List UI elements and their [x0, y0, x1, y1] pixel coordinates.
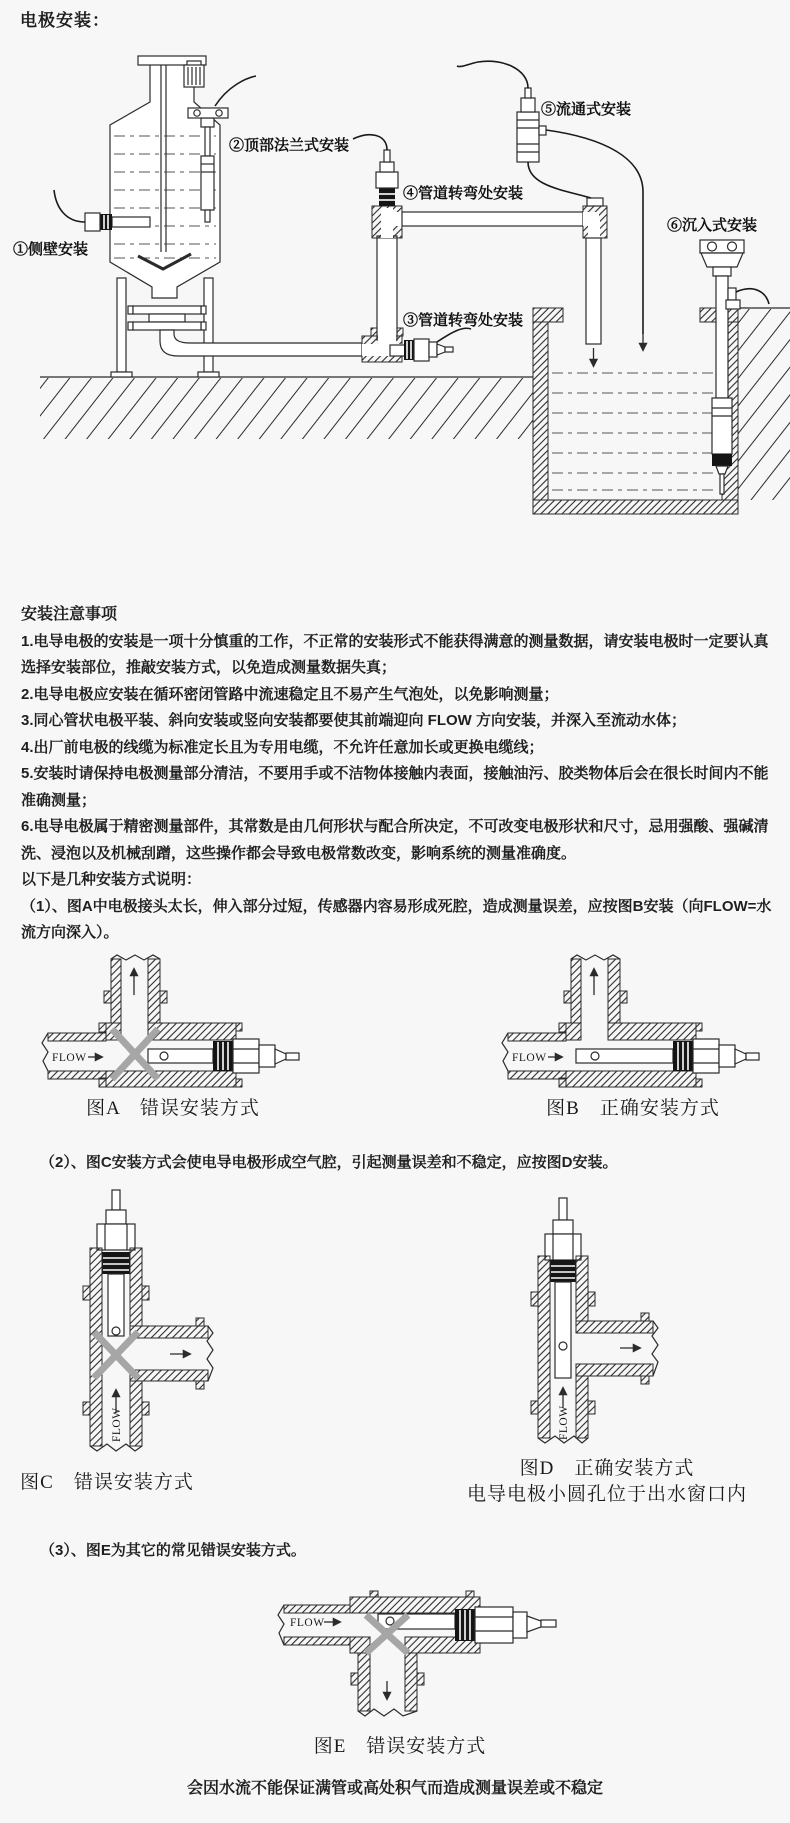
cable — [215, 76, 256, 106]
ground-hatch-right — [738, 309, 790, 500]
note-item: 3.同心管状电极平装、斜向安装或竖向安装都要使其前端迎向 FLOW 方向安装，并深入至流动水体； — [21, 712, 686, 729]
electrode-hole — [591, 1052, 599, 1060]
pipe-break — [502, 1033, 508, 1071]
cable — [54, 190, 85, 222]
tank-leg — [117, 278, 126, 372]
method-note-3: （3）、图E为其它的常见错误安装方式。 — [40, 1542, 306, 1559]
notes-heading: 安装注意事项 — [21, 606, 118, 623]
bottom-flange-valve — [128, 306, 206, 330]
electrode-bend-upper — [353, 135, 398, 206]
electrode-tube — [148, 1049, 213, 1063]
flow-label: FLOW — [512, 1052, 547, 1064]
figure-e-wrong-install — [270, 1585, 570, 1735]
pipe-break — [42, 1033, 48, 1071]
electrode-body — [455, 1607, 556, 1643]
note-item: 6.电导电极属于精密测量部件，其常数是由几何形状与配合所决定，不可改变电极形状和尺寸，忌用强酸、强碱清洗、浸泡以及机械刮蹭，这些操作都会导致电极常数改变，影响系统的测量准确度。 — [21, 818, 769, 862]
cable — [353, 135, 387, 150]
drop-pipe — [586, 238, 601, 344]
figure-d-correct-install — [455, 1196, 685, 1446]
cable — [457, 61, 528, 88]
electrode-hole — [386, 1617, 394, 1625]
flow-label: FLOW — [558, 1405, 570, 1440]
cable — [437, 328, 471, 342]
pipework — [362, 198, 607, 366]
tube-to-tee — [528, 162, 591, 198]
flow-label: FLOW — [111, 1407, 123, 1442]
notes-intro: 以下是几种安装方式说明： — [21, 871, 202, 888]
outlet-pipe — [160, 330, 362, 356]
installation-notes — [21, 602, 773, 947]
electrode-body — [213, 1039, 299, 1073]
figure-d-caption — [420, 1456, 790, 1508]
figure-d-caption-line2: 电导电极小圆孔位于出水窗口内 — [466, 1484, 747, 1505]
figure-e-note: 会因水流不能保证满管或高处积气而造成测量误差或不稳定 — [186, 1780, 603, 1797]
figure-c-wrong-install — [50, 1188, 235, 1453]
note-item: 1.电导电极的安装是一项十分慎重的工作，不正常的安装形式不能获得满意的测量数据，请安装电极时一定要认真选择安装部位，推敲安装方式，以免造成测量数据失真； — [21, 632, 769, 676]
electrode-hole — [112, 1327, 120, 1335]
note-item: 5.安装时请保持电极测量部分清洁，不要用手或不洁物体接触内表面，接触油污、胶类物体后会在很长时间内不能准确测量； — [21, 765, 769, 809]
sump-liquid — [552, 373, 718, 490]
ground-hatch-left — [40, 378, 533, 439]
figure-a-wrong-install — [38, 953, 308, 1088]
label-bend-upper-install: ④管道转弯处安装 — [403, 185, 524, 202]
figure-c-caption: 图C 错误安装方式 — [20, 1472, 194, 1493]
label-flow-through-install: ⑤流通式安装 — [541, 101, 632, 118]
label-side-wall-install: ①侧壁安装 — [13, 241, 89, 258]
label-top-flange-install: ②顶部法兰式安装 — [229, 137, 350, 154]
note-item: 4.出厂前电极的线缆为标准定长且为专用电缆，不允许任意加长或更换电缆线； — [21, 738, 544, 756]
figure-a-caption: 图A 错误安装方式 — [86, 1098, 260, 1119]
label-bend-lower-install: ③管道转弯处安装 — [403, 312, 524, 329]
mounting-pole — [716, 276, 728, 398]
electrode-body — [97, 1190, 135, 1274]
note-item: 2.电导电极应安装在循环密闭管路中流速稳定且不易产生气泡处，以免影响测量； — [21, 685, 559, 703]
installation-overview-diagram — [0, 40, 790, 515]
electrode-tube — [555, 1282, 571, 1378]
method-note-1: （1）、图A中电极接头太长，伸入部分过短，传感器内容易形成死腔，造成测量误差，应按图B安装（向FLOW=水流方向深入）。 — [21, 897, 772, 941]
figure-b-correct-install — [498, 953, 768, 1088]
electrode-hole — [160, 1052, 168, 1060]
pipe-break — [278, 1605, 284, 1645]
page-title: 电极安装： — [20, 11, 110, 30]
method-note-2: （2）、图C安装方式会使电导电极形成空气腔，引起测量误差和不稳定，应按图D安装。 — [40, 1154, 618, 1171]
cable — [736, 289, 769, 304]
flow-label: FLOW — [52, 1052, 87, 1064]
motor — [184, 65, 204, 87]
electrode-body — [673, 1039, 759, 1073]
horizontal-pipe — [402, 212, 583, 226]
figure-d-caption-line1: 图D 正确安装方式 — [519, 1458, 695, 1479]
label-submerged-install: ⑥沉入式安装 — [667, 217, 758, 234]
figure-e-caption: 图E 错误安装方式 — [313, 1736, 487, 1757]
flow-label: FLOW — [290, 1617, 325, 1629]
electrode-hole — [559, 1342, 567, 1350]
figure-b-caption: 图B 正确安装方式 — [546, 1098, 720, 1119]
